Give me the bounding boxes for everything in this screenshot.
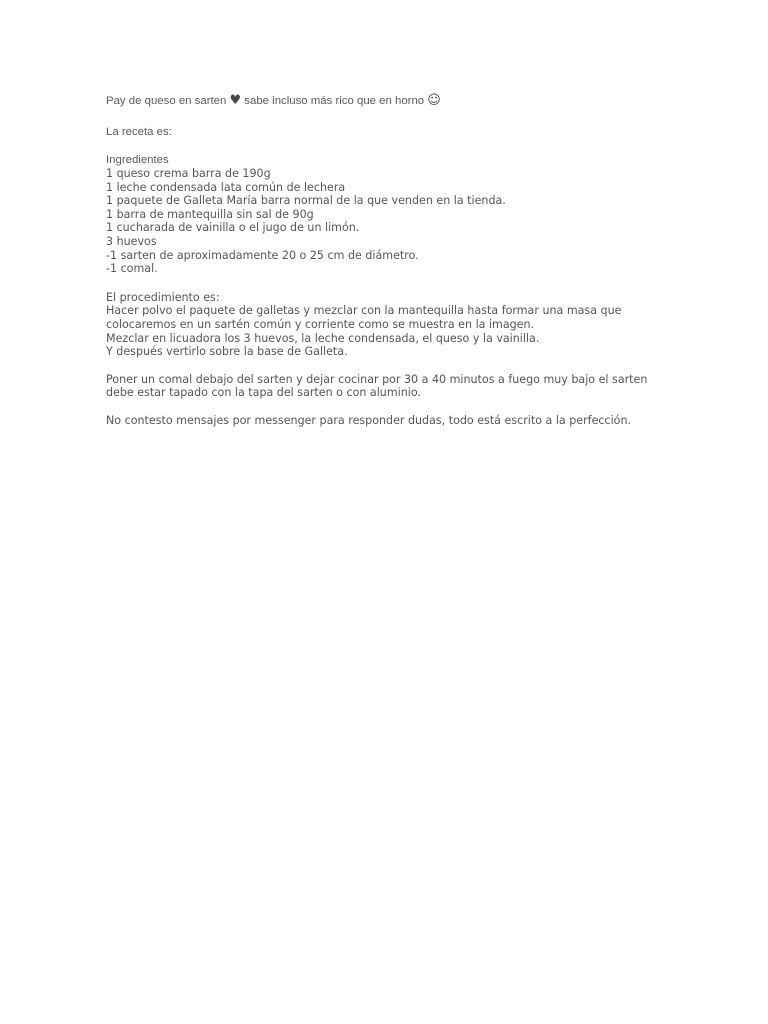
ingredient-item: -1 sarten de aproximadamente 20 o 25 cm de diámetro. [106, 248, 419, 262]
recipe-text [106, 91, 686, 428]
cooking-section [106, 373, 686, 400]
procedure-line: colocaremos en un sartén común y corriente como se muestra en la imagen. [106, 317, 535, 331]
title-text-after: sabe incluso más rico que en horno [241, 95, 428, 107]
procedure-heading: El procedimiento es: [106, 290, 220, 304]
ingredient-item: 1 cucharada de vainilla o el jugo de un limón. [106, 221, 360, 235]
ingredient-item: 1 paquete de Galleta María barra normal de la que venden en la tienda. [106, 194, 506, 208]
ingredients-list [106, 167, 686, 276]
ingredient-item: 3 huevos [106, 234, 157, 248]
ingredients-heading: Ingredientes [106, 154, 169, 166]
cooking-line: Poner un comal debajo del sarten y dejar cocinar por 30 a 40 minutos a fuego muy bajo el sarten [106, 372, 648, 386]
recipe-title [106, 91, 686, 111]
note-text: No contesto mensajes por messenger para responder dudas, todo está escrito a la perfección. [106, 413, 632, 427]
note-section [106, 414, 686, 428]
procedure-line: Hacer polvo el paquete de galletas y mezclar con la mantequilla hasta formar una masa que [106, 304, 622, 318]
procedure-line: Mezclar en licuadora los 3 huevos, la leche condensada, el queso y la vainilla. [106, 331, 540, 345]
intro-text: La receta es: [106, 126, 172, 138]
ingredient-item: -1 comal. [106, 262, 158, 276]
heart-icon: ♥ [229, 93, 242, 108]
ingredient-item: 1 barra de mantequilla sin sal de 90g [106, 207, 314, 221]
ingredient-item: 1 queso crema barra de 190g [106, 167, 271, 180]
procedure-line: Y después vertirlo sobre la base de Galleta. [106, 345, 348, 359]
ingredient-item: 1 leche condensada lata común de lechera [106, 180, 346, 194]
title-text-before: Pay de queso en sarten [106, 95, 230, 107]
procedure-section [106, 291, 686, 359]
smiley-icon: ☺ [427, 93, 441, 108]
cooking-line: debe estar tapado con la tapa del sarten o con aluminio. [106, 386, 421, 400]
